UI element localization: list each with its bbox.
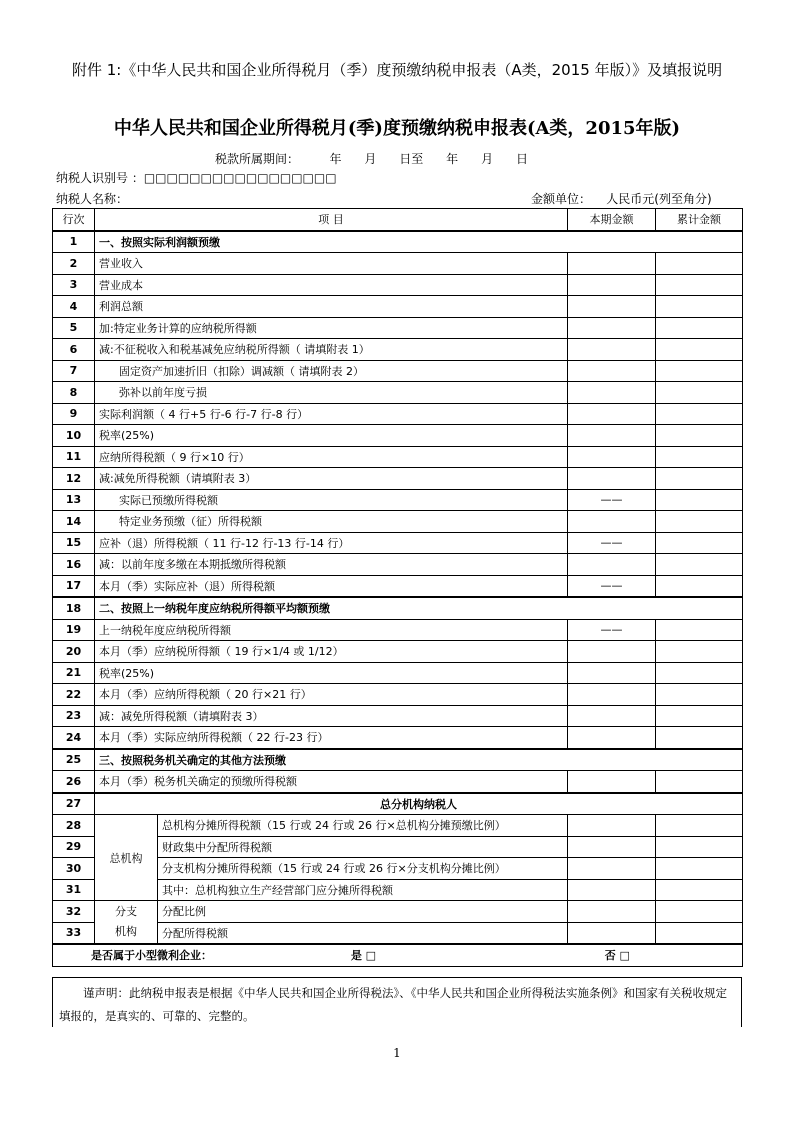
- table-row: 31 其中：总机构独立生产经营部门应分摊所得税额: [53, 879, 743, 901]
- table-row: 14 特定业务预缴（征）所得税额: [53, 511, 743, 533]
- cumulative-amount-cell[interactable]: [656, 468, 743, 490]
- cumulative-amount-cell[interactable]: [656, 879, 743, 901]
- amount-unit: 金额单位： 人民币元(列至角分): [531, 192, 712, 206]
- taxpayer-id-line: 纳税人识别号 ：□□□□□□□□□□□□□□□□□: [56, 171, 337, 185]
- attachment-title: 附件 1:《中华人民共和国企业所得税月（季）度预缴纳税申报表（A类，2015 年版）》及填报说明: [72, 61, 723, 79]
- cumulative-amount-cell[interactable]: [656, 554, 743, 576]
- current-amount-cell[interactable]: [568, 858, 656, 880]
- current-amount-cell[interactable]: [568, 879, 656, 901]
- cumulative-amount-cell[interactable]: [656, 339, 743, 361]
- header-row-no: 行次: [53, 209, 95, 231]
- cumulative-amount-cell[interactable]: [656, 705, 743, 727]
- not-applicable-cell: ——: [568, 489, 656, 511]
- cumulative-amount-cell[interactable]: [656, 253, 743, 275]
- cumulative-amount-cell[interactable]: [656, 771, 743, 793]
- table-row: 16 减：以前年度多缴在本期抵缴所得税额: [53, 554, 743, 576]
- not-applicable-cell: ——: [568, 575, 656, 597]
- current-amount-cell[interactable]: [568, 360, 656, 382]
- cumulative-amount-cell[interactable]: [656, 901, 743, 923]
- declaration-text: 谨声明：此纳税申报表是根据《中华人民共和国企业所得税法》、《中华人民共和国企业所得税法实施条例》和国家有关税收规定填报的，是真实的、可靠的、完整的。: [59, 986, 727, 1023]
- current-amount-cell[interactable]: [568, 771, 656, 793]
- table-row: 6 减:不征税收入和税基减免应纳税所得额（ 请填附表 1）: [53, 339, 743, 361]
- section-heading: 三、按照税务机关确定的其他方法预缴: [95, 749, 743, 771]
- table-row: 32 分支 机构 分配比例: [53, 901, 743, 923]
- current-amount-cell[interactable]: [568, 382, 656, 404]
- current-amount-cell[interactable]: [568, 705, 656, 727]
- current-amount-cell[interactable]: [568, 339, 656, 361]
- table-row: 24 本月（季）实际应纳所得税额（ 22 行-23 行）: [53, 727, 743, 749]
- table-row: 8 弥补以前年度亏损: [53, 382, 743, 404]
- current-amount-cell[interactable]: [568, 641, 656, 663]
- table-row: 23 减：减免所得税额（请填附表 3）: [53, 705, 743, 727]
- cumulative-amount-cell[interactable]: [656, 274, 743, 296]
- cumulative-amount-cell[interactable]: [656, 662, 743, 684]
- current-amount-cell[interactable]: [568, 446, 656, 468]
- current-amount-cell[interactable]: [568, 253, 656, 275]
- table-row: 17 本月（季）实际应补（退）所得税额 ——: [53, 575, 743, 597]
- table-row: 21 税率(25%): [53, 662, 743, 684]
- current-amount-cell[interactable]: [568, 274, 656, 296]
- small-enterprise-yes-checkbox[interactable]: 是 □: [350, 949, 377, 963]
- current-amount-cell[interactable]: [568, 296, 656, 318]
- table-row: 9 实际利润额（ 4 行+5 行-6 行-7 行-8 行）: [53, 403, 743, 425]
- table-row: 7 固定资产加速折旧（扣除）调减额（ 请填附表 2）: [53, 360, 743, 382]
- table-row: 2 营业收入: [53, 253, 743, 275]
- table-row: 18 二、按照上一纳税年度应纳税所得额平均额预缴: [53, 597, 743, 619]
- cumulative-amount-cell[interactable]: [656, 641, 743, 663]
- not-applicable-cell: ——: [568, 619, 656, 641]
- small-enterprise-label: 是否属于小型微利企业：: [91, 949, 212, 963]
- current-amount-cell[interactable]: [568, 425, 656, 447]
- cumulative-amount-cell[interactable]: [656, 575, 743, 597]
- cumulative-amount-cell[interactable]: [656, 296, 743, 318]
- hq-label: 总机构: [95, 815, 158, 901]
- page-number: 1: [393, 1046, 401, 1060]
- current-amount-cell[interactable]: [568, 317, 656, 339]
- cumulative-amount-cell[interactable]: [656, 858, 743, 880]
- section-heading: 总分机构纳税人: [95, 793, 743, 815]
- current-amount-cell[interactable]: [568, 901, 656, 923]
- section-heading: 一、按照实际利润额预缴: [95, 231, 743, 253]
- declaration-table: [52, 208, 743, 967]
- table-row: 19 上一纳税年度应纳税所得额 ——: [53, 619, 743, 641]
- current-amount-cell[interactable]: [568, 684, 656, 706]
- cumulative-amount-cell[interactable]: [656, 619, 743, 641]
- current-amount-cell[interactable]: [568, 662, 656, 684]
- table-row: 5 加:特定业务计算的应纳税所得额: [53, 317, 743, 339]
- header-current: 本期金额: [568, 209, 656, 231]
- table-row: 30 分支机构分摊所得税额（15 行或 24 行或 26 行×分支机构分摊比例）: [53, 858, 743, 880]
- current-amount-cell[interactable]: [568, 815, 656, 837]
- current-amount-cell[interactable]: [568, 922, 656, 944]
- current-amount-cell[interactable]: [568, 836, 656, 858]
- table-row: 25 三、按照税务机关确定的其他方法预缴: [53, 749, 743, 771]
- table-row: 22 本月（季）应纳所得税额（ 20 行×21 行）: [53, 684, 743, 706]
- current-amount-cell[interactable]: [568, 554, 656, 576]
- table-row: 12 减:减免所得税额（请填附表 3）: [53, 468, 743, 490]
- cumulative-amount-cell[interactable]: [656, 684, 743, 706]
- cumulative-amount-cell[interactable]: [656, 922, 743, 944]
- cumulative-amount-cell[interactable]: [656, 317, 743, 339]
- table-row: 27 总分机构纳税人: [53, 793, 743, 815]
- small-enterprise-no-checkbox[interactable]: 否 □: [604, 949, 630, 963]
- cumulative-amount-cell[interactable]: [656, 360, 743, 382]
- header-cumulative: 累计金额: [656, 209, 743, 231]
- table-row: 10 税率(25%): [53, 425, 743, 447]
- cumulative-amount-cell[interactable]: [656, 382, 743, 404]
- table-row: 28 总机构 总机构分摊所得税额（15 行或 24 行或 26 行×总机构分摊预缴比例）: [53, 815, 743, 837]
- cumulative-amount-cell[interactable]: [656, 727, 743, 749]
- table-row: 1 一、按照实际利润额预缴: [53, 231, 743, 253]
- form-title: 中华人民共和国企业所得税月(季)度预缴纳税申报表(A类，2015年版): [113, 118, 681, 139]
- table-row: 29 财政集中分配所得税额: [53, 836, 743, 858]
- section-heading: 二、按照上一纳税年度应纳税所得额平均额预缴: [95, 597, 743, 619]
- current-amount-cell[interactable]: [568, 511, 656, 533]
- cumulative-amount-cell[interactable]: [656, 815, 743, 837]
- cumulative-amount-cell[interactable]: [656, 403, 743, 425]
- cumulative-amount-cell[interactable]: [656, 532, 743, 554]
- current-amount-cell[interactable]: [568, 727, 656, 749]
- declaration-box: [52, 977, 742, 1027]
- tax-period-line: 税款所属期间： 年 月 日至 年 月 日: [215, 152, 528, 166]
- table-row: 33 分配所得税额: [53, 922, 743, 944]
- cumulative-amount-cell[interactable]: [656, 446, 743, 468]
- table-row: 3 营业成本: [53, 274, 743, 296]
- current-amount-cell[interactable]: [568, 468, 656, 490]
- current-amount-cell[interactable]: [568, 403, 656, 425]
- header-item: 项 目: [95, 209, 568, 231]
- cumulative-amount-cell[interactable]: [656, 425, 743, 447]
- table-row: 13 实际已预缴所得税额 ——: [53, 489, 743, 511]
- table-row: 26 本月（季）税务机关确定的预缴所得税额: [53, 771, 743, 793]
- table-row: 15 应补（退）所得税额（ 11 行-12 行-13 行-14 行） ——: [53, 532, 743, 554]
- cumulative-amount-cell[interactable]: [656, 836, 743, 858]
- header-row: [53, 209, 743, 231]
- table-row: 11 应纳所得税额（ 9 行×10 行）: [53, 446, 743, 468]
- small-enterprise-row: [53, 944, 743, 966]
- cumulative-amount-cell[interactable]: [656, 489, 743, 511]
- table-row: 4 利润总额: [53, 296, 743, 318]
- not-applicable-cell: ——: [568, 532, 656, 554]
- cumulative-amount-cell[interactable]: [656, 511, 743, 533]
- table-row: 20 本月（季）应纳税所得额（ 19 行×1/4 或 1/12）: [53, 641, 743, 663]
- branch-label: 分支 机构: [95, 901, 158, 945]
- taxpayer-name-label: 纳税人名称：: [56, 192, 129, 206]
